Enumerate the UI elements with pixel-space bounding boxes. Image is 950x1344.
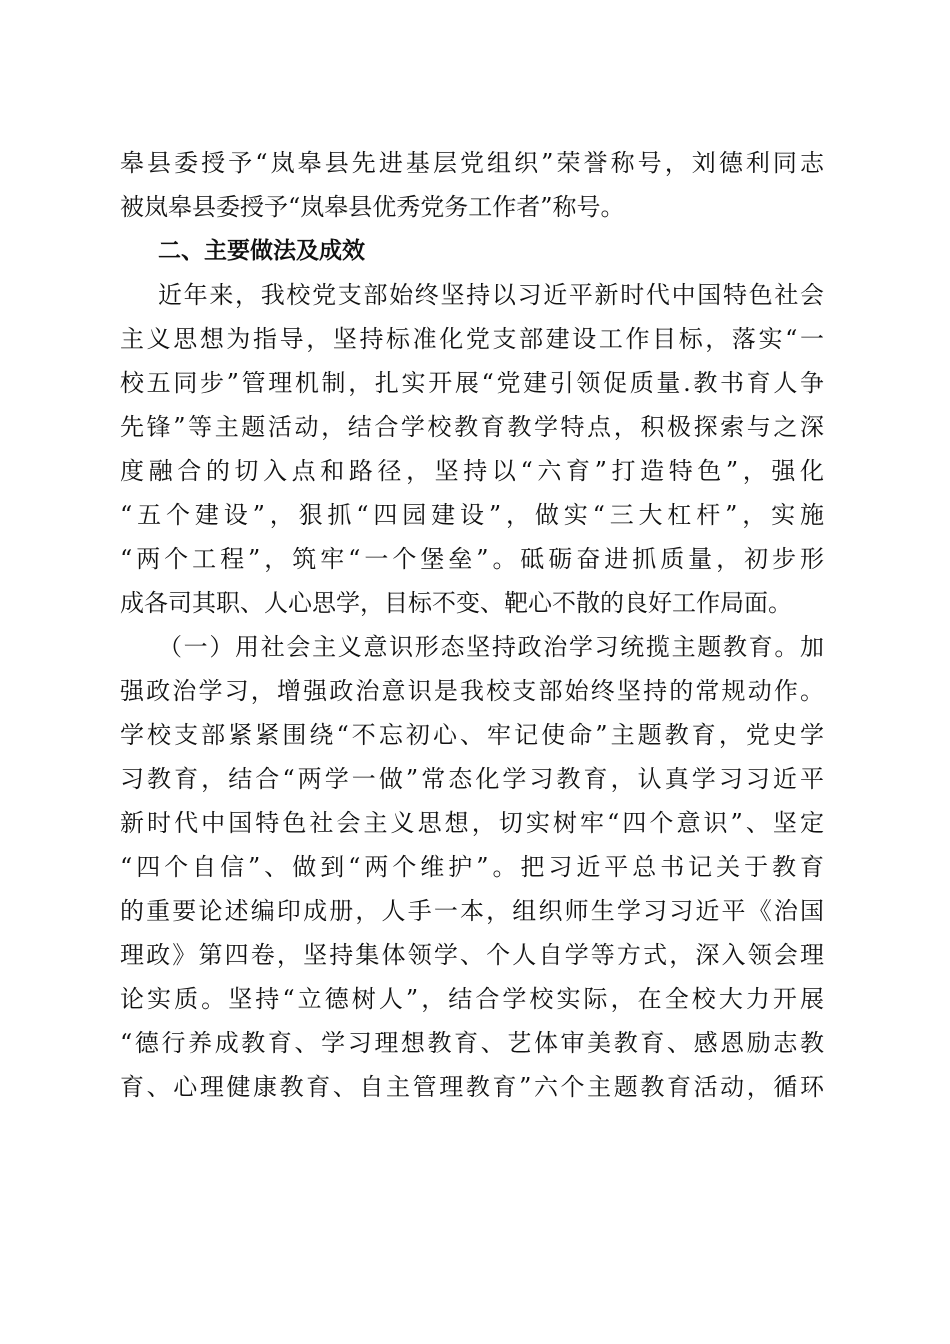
text-line: （一）用社会主义意识形态坚持政治学习统揽主题教育。加 (158, 633, 824, 661)
text-line: 强政治学习，增强政治意识是我校支部始终坚持的常规动作。 (120, 677, 824, 705)
text-line: 主义思想为指导，坚持标准化党支部建设工作目标，落实“一 (120, 325, 824, 353)
paragraph-intro (120, 141, 824, 229)
text-line: 的重要论述编印成册，人手一本，组织师生学习习近平《治国 (120, 897, 824, 925)
text-line: 理政》第四卷，坚持集体领学、个人自学等方式，深入领会理 (120, 941, 824, 969)
text-line: “两个工程”，筑牢“一个堡垒”。砥砺奋进抓质量，初步形 (120, 545, 824, 573)
text-line: “五个建设”，狠抓“四园建设”，做实“三大杠杆”，实施 (120, 501, 824, 529)
text-line: 被岚皋县委授予“岚皋县优秀党务工作者”称号。 (120, 193, 625, 221)
section-heading: 二、主要做法及成效 (158, 238, 365, 264)
section-heading-block (120, 229, 824, 273)
text-line: 先锋”等主题活动，结合学校教育教学特点，积极探索与之深 (120, 413, 824, 441)
text-line: 习教育，结合“两学一做”常态化学习教育，认真学习习近平 (120, 765, 824, 793)
paragraph-sub1 (120, 625, 824, 1109)
text-line: 育、心理健康教育、自主管理教育”六个主题教育活动，循环 (120, 1073, 824, 1101)
text-line: 近年来，我校党支部始终坚持以习近平新时代中国特色社会 (158, 281, 824, 309)
text-line: 学校支部紧紧围绕“不忘初心、牢记使命”主题教育，党史学 (120, 721, 824, 749)
text-line: “德行养成教育、学习理想教育、艺体审美教育、感恩励志教 (120, 1029, 824, 1057)
text-line: “四个自信”、做到“两个维护”。把习近平总书记关于教育 (120, 853, 824, 881)
text-line: 新时代中国特色社会主义思想，切实树牢“四个意识”、坚定 (120, 809, 824, 837)
text-line: 成各司其职、人心思学，目标不变、靶心不散的良好工作局面。 (120, 589, 792, 617)
text-line: 论实质。坚持“立德树人”，结合学校实际，在全校大力开展 (120, 985, 824, 1013)
text-line: 度融合的切入点和路径，坚持以“六育”打造特色”，强化 (120, 457, 824, 485)
text-line: 校五同步”管理机制，扎实开展“党建引领促质量.教书育人争 (120, 369, 824, 397)
text-line: 皋县委授予“岚皋县先进基层党组织”荣誉称号，刘德利同志 (120, 149, 824, 177)
paragraph-main (120, 273, 824, 625)
